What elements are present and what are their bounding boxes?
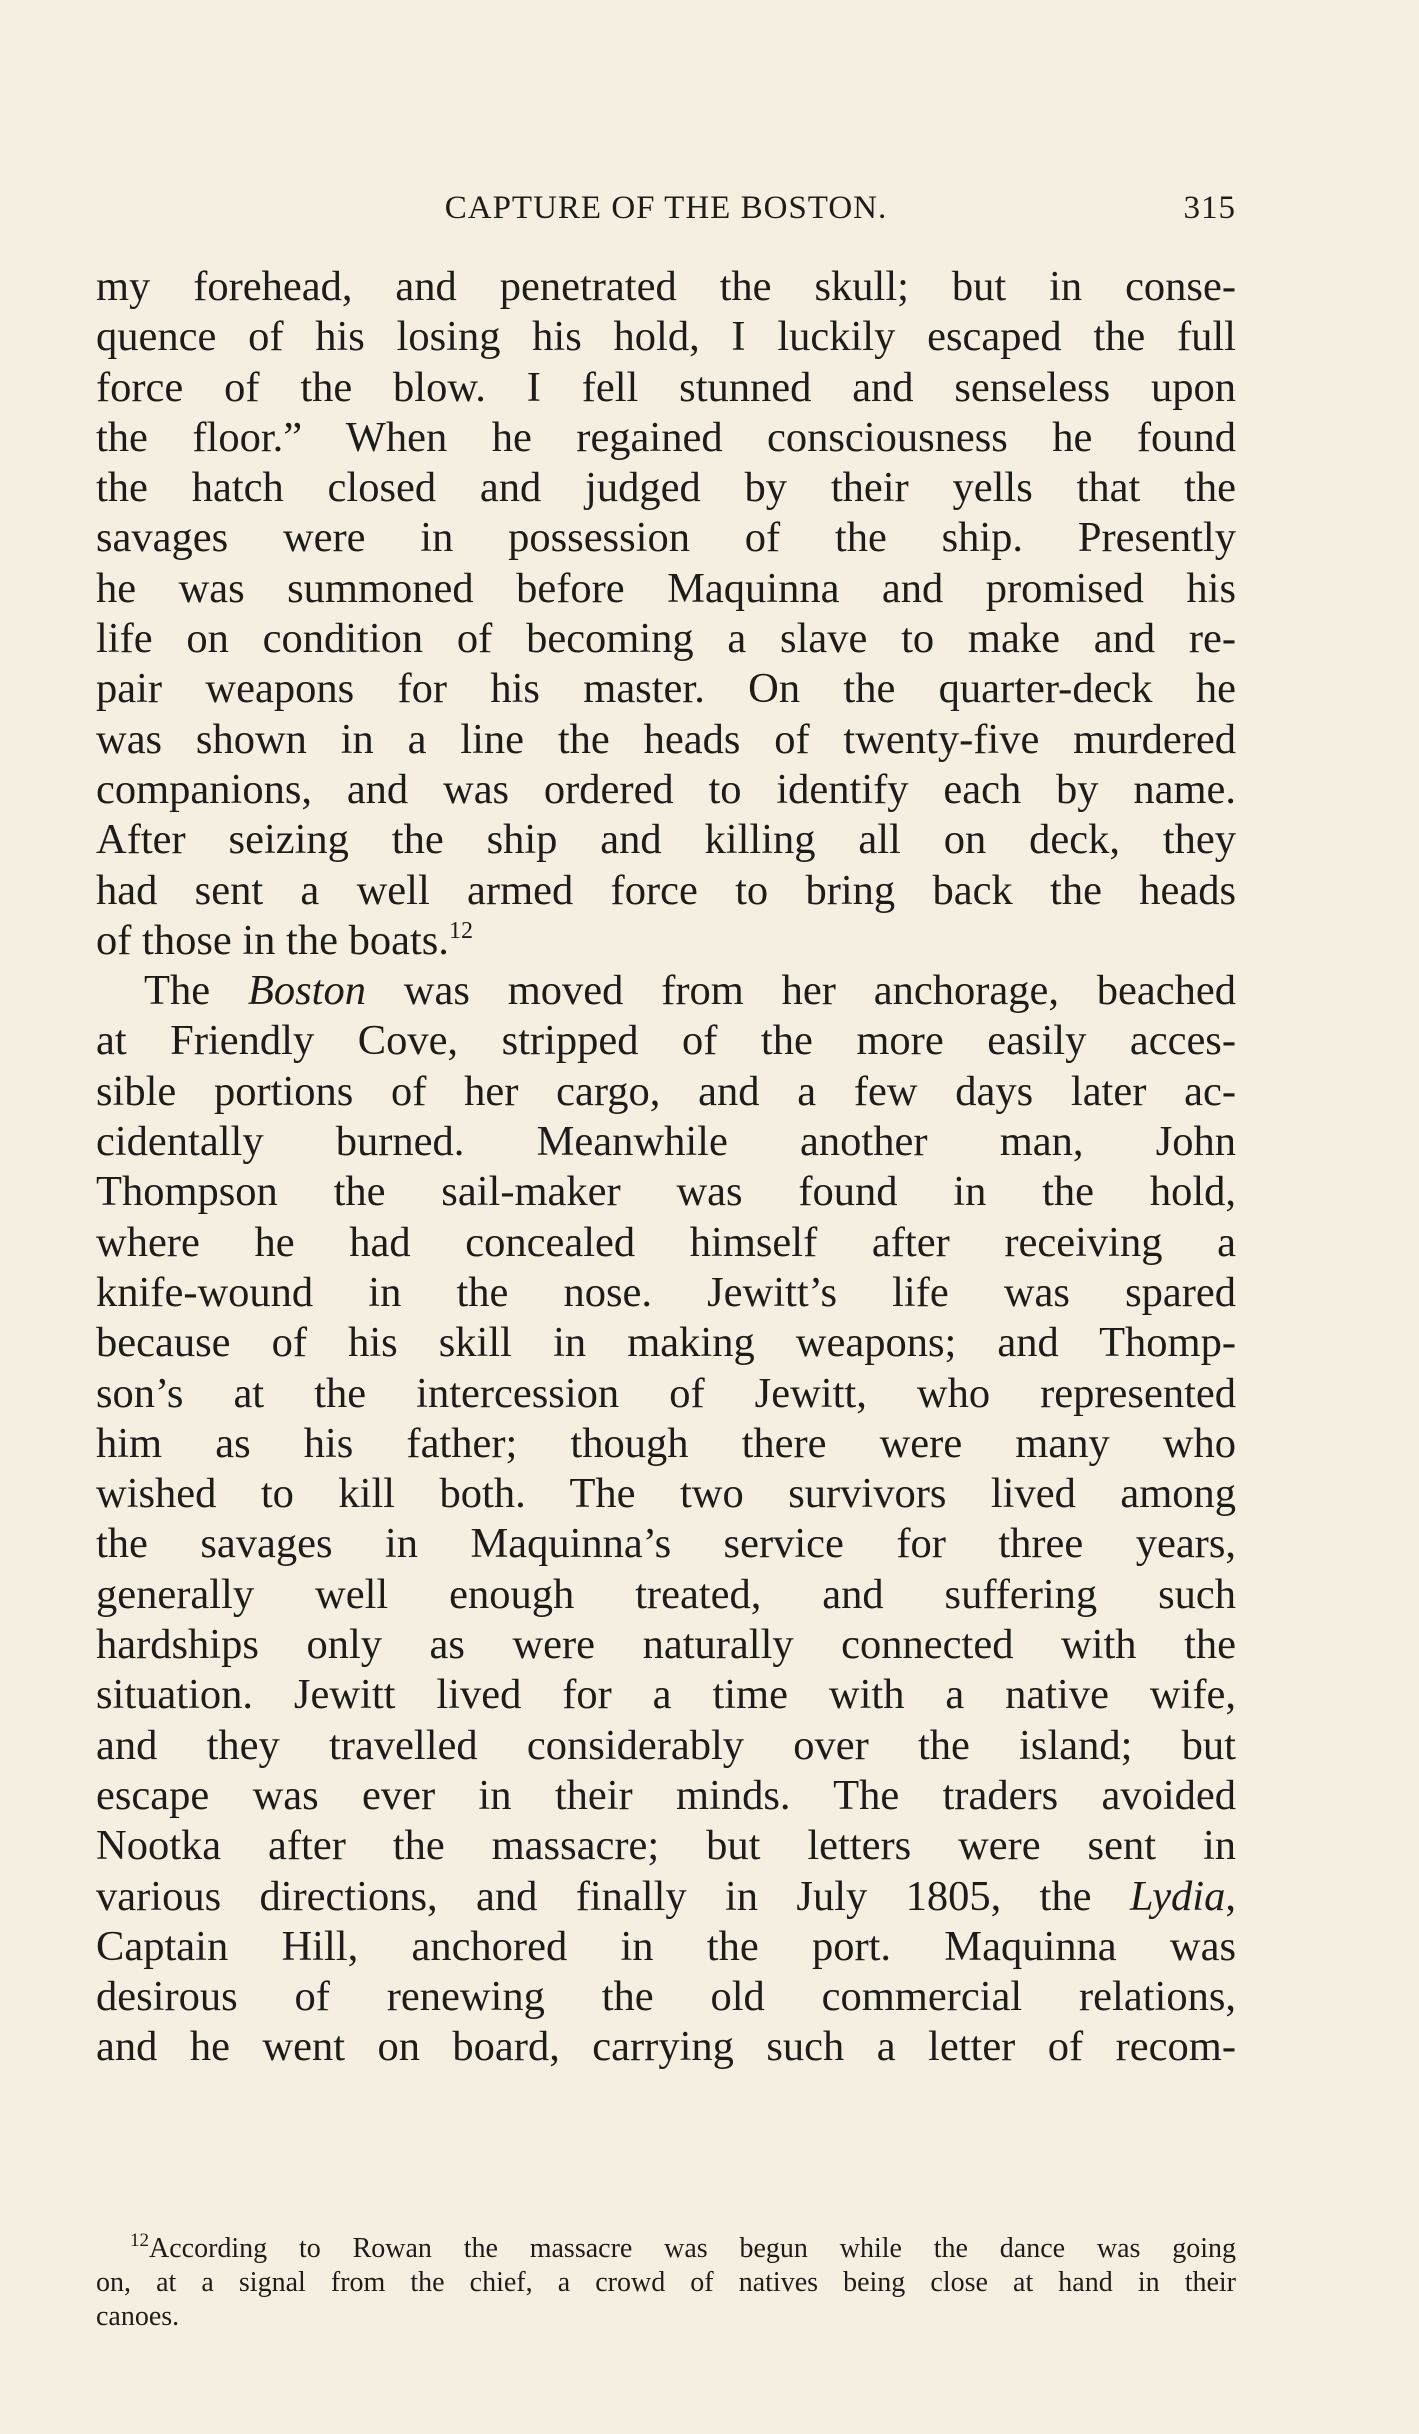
text-line: the savages in Maquinna’s service for three years, [96,1520,1236,1568]
text-fragment: was moved from her anchorage, beached [365,967,1236,1015]
text-fragment: , [1225,1872,1236,1920]
text-line: knife-wound in the nose. Jewitt’s life was spared [96,1268,1236,1316]
text-line: life on condition of becoming a slave to make and re- [96,615,1236,663]
text-fragment: various directions, and finally in July 1805, the [96,1872,1130,1920]
page-number: 315 [1183,190,1236,226]
ship-name: Lydia [1129,1872,1226,1920]
text-line: where he had concealed himself after receiving a [96,1218,1236,1266]
text-line: and he went on board, carrying such a letter of recom- [96,2023,1236,2071]
text-line: force of the blow. I fell stunned and senseless upon [96,363,1236,411]
footnote-line [96,2232,1236,2266]
text-line: generally well enough treated, and suffering such [96,1570,1236,1618]
text-line [96,1872,1236,1922]
text-line: the floor.” When he regained consciousness he found [96,413,1236,461]
footnote-line: on, at a signal from the chief, a crowd of natives being close at hand in their [96,2267,1236,2298]
footnote-marker: 12 [130,2230,149,2251]
chapter-title: CAPTURE OF THE BOSTON. [444,190,888,226]
text-line: Thompson the sail-maker was found in the hold, [96,1168,1236,1216]
text-line: situation. Jewitt lived for a time with a native wife, [96,1671,1236,1719]
text-line: because of his skill in making weapons; and Thomp- [96,1319,1236,1367]
running-head [96,190,1236,240]
text-line: quence of his losing his hold, I luckily escaped the full [96,313,1236,361]
text-fragment: According to Rowan the massacre was begun while the dance was going [149,2233,1236,2264]
text-line: and they travelled considerably over the island; but [96,1721,1236,1769]
text-line: Nootka after the massacre; but letters were sent in [96,1822,1236,1870]
text-line: he was summoned before Maquinna and promised his [96,564,1236,612]
text-fragment: The [144,967,248,1015]
text-line: wished to kill both. The two survivors lived among [96,1470,1236,1518]
text-line: escape was ever in their minds. The traders avoided [96,1771,1236,1819]
text-line: companions, and was ordered to identify each by name. [96,765,1236,813]
text-line: at Friendly Cove, stripped of the more easily acces- [96,1017,1236,1065]
text-line [96,916,1236,966]
text-line: desirous of renewing the old commercial relations, [96,1973,1236,2021]
text-line: was shown in a line the heads of twenty-five murdered [96,715,1236,763]
footnotes [96,2232,1236,2334]
text-line: cidentally burned. Meanwhile another man, John [96,1118,1236,1166]
text-line: Captain Hill, anchored in the port. Maquinna was [96,1922,1236,1970]
text-line: pair weapons for his master. On the quarter-deck he [96,665,1236,713]
text-line: the hatch closed and judged by their yells that the [96,464,1236,512]
footnote-reference: 12 [448,917,473,944]
ship-name: Boston [247,967,366,1015]
text-fragment: of those in the boats. [96,916,449,964]
text-line: him as his father; though there were many who [96,1419,1236,1467]
text-line: had sent a well armed force to bring back the heads [96,866,1236,914]
text-line: After seizing the ship and killing all on deck, they [96,816,1236,864]
text-line: savages were in possession of the ship. Presently [96,514,1236,562]
text-line: sible portions of her cargo, and a few days later ac- [96,1067,1236,1115]
text-line: hardships only as were naturally connected with the [96,1621,1236,1669]
text-line: my forehead, and penetrated the skull; but in conse- [96,263,1236,310]
text-line: son’s at the intercession of Jewitt, who represented [96,1369,1236,1417]
footnote-line: canoes. [96,2301,180,2332]
body-text [96,262,1236,2073]
text-line [96,966,1236,1016]
